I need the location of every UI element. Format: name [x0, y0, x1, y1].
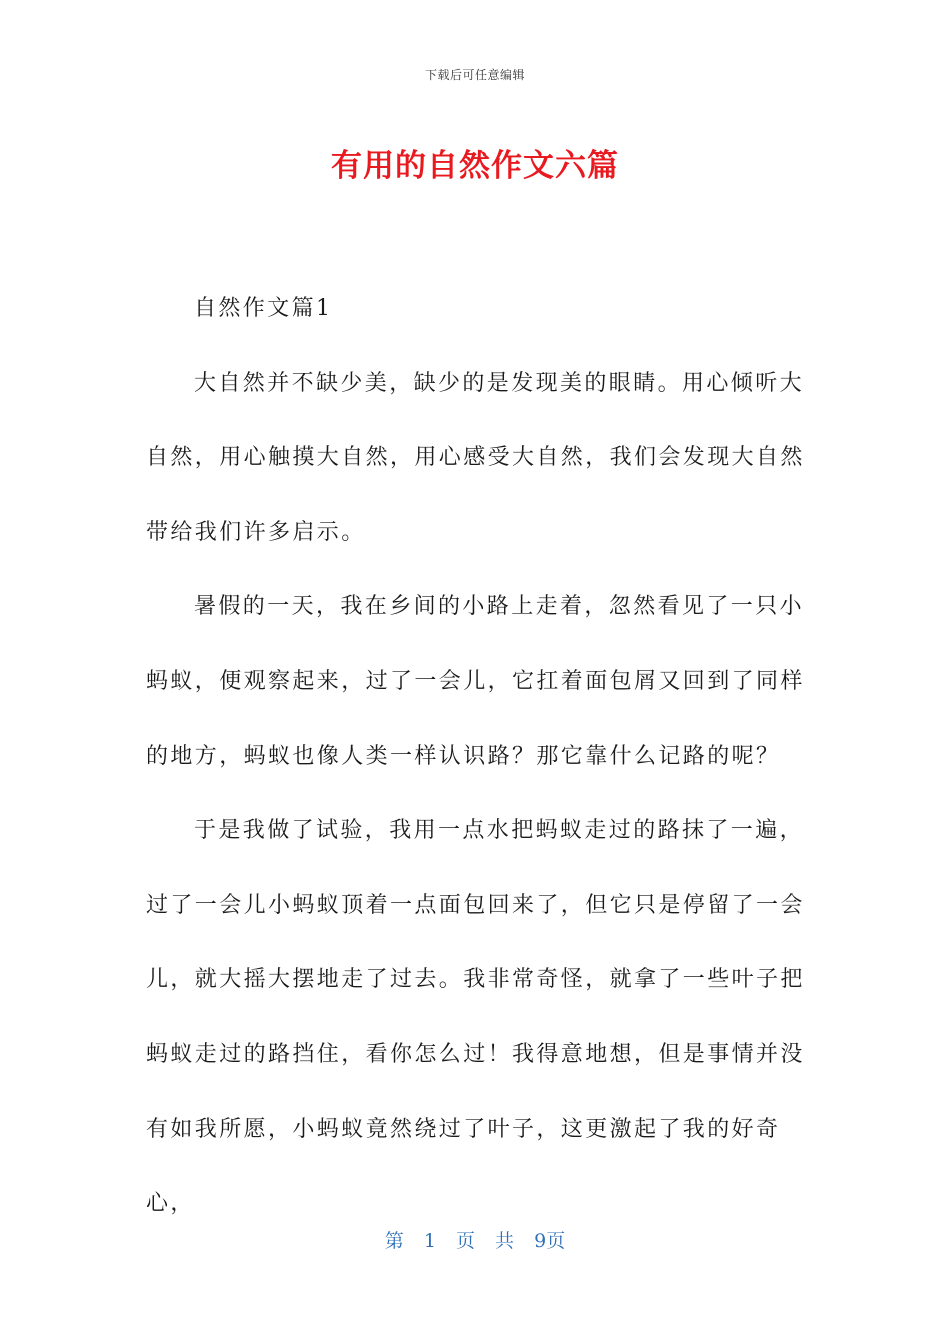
footer-prefix: 第: [384, 1230, 404, 1252]
footer-page-word: 页: [455, 1230, 475, 1252]
page-footer: [0, 1226, 950, 1253]
paragraph-1: 大自然并不缺少美，缺少的是发现美的眼睛。用心倾听大自然，用心触摸大自然，用心感受大自然，我们会发现大自然带给我们许多启示。: [146, 370, 805, 545]
footer-total-pages: 9页: [534, 1230, 566, 1252]
paragraph-2: 暑假的一天，我在乡间的小路上走着，忽然看见了一只小蚂蚁，便观察起来，过了一会儿，它扛着面包屑又回到了同样的地方，蚂蚁也像人类一样认识路？那它靠什么记路的呢？: [146, 594, 805, 769]
section-heading: 自然作文篇1: [194, 296, 333, 321]
document-title: 有用的自然作文六篇: [331, 148, 619, 184]
footer-total-word: 共: [495, 1230, 515, 1252]
page-header-note: 下载后可任意编辑: [424, 68, 525, 82]
paragraph-3: 于是我做了试验，我用一点水把蚂蚁走过的路抹了一遍，过了一会儿小蚂蚁顶着一点面包回来了，但它只是停留了一会儿，就大摇大摆地走了过去。我非常奇怪，就拿了一些叶子把蚂蚁走过的路挡住，看你怎么过！我得意地想，但是事情并没有如我所愿，小蚂蚁竟然绕过了叶子，这更激起了我的好奇心，: [146, 818, 805, 1217]
footer-current-page: 1: [423, 1230, 436, 1252]
document-body: [146, 272, 806, 1242]
